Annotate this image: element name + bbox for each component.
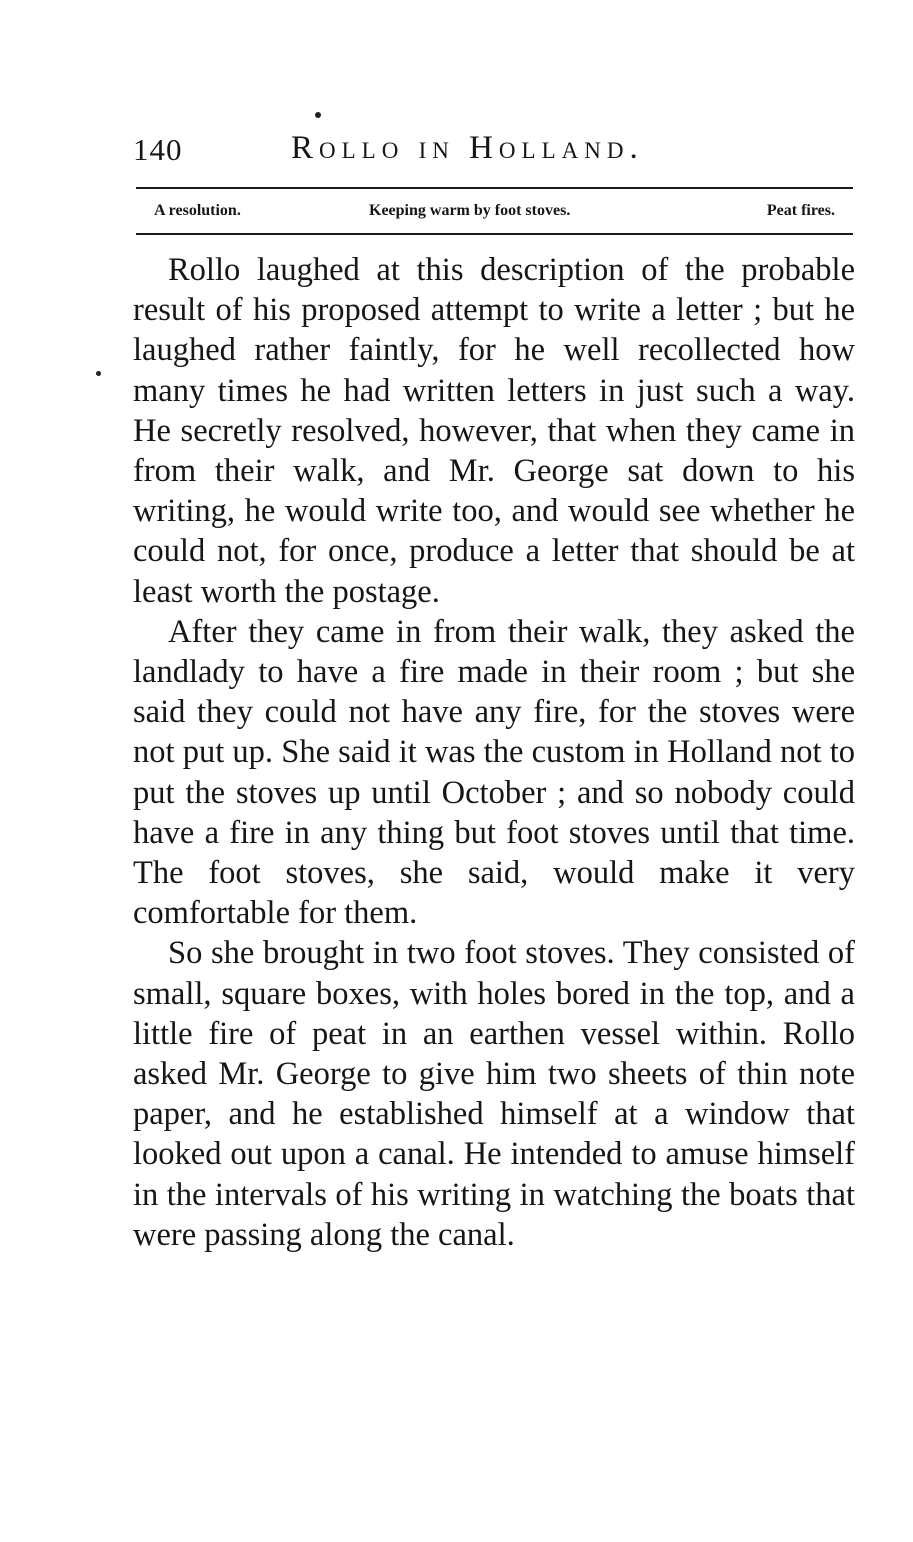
paragraph: So she brought in two foot stoves. They consisted of small, square boxes, with holes bored in the top, and a little fire of peat in an earthen vessel within. Rollo asked Mr. George to give him two sheets of thin note paper, and he established himself at a window that looked out upon a canal. He intended to amuse himself in the intervals of his writing in watching the boats that were passing along the canal. <box>133 935 855 1253</box>
page-header <box>133 128 855 178</box>
chapter-subheads <box>136 200 853 226</box>
ink-speck <box>96 371 101 376</box>
paragraph: Rollo laughed at this description of the probable result of his proposed attempt to write a letter ; but he laughed rather faintly, for he well recollected how many times he had written letters in just such a way. He secretly resolved, however, that when they came in from their walk, and Mr. George sat down to his writing, he would write too, and would see whether he could not, for once, produce a letter that should be at least worth the postage. <box>133 252 855 610</box>
body-text <box>133 250 855 1255</box>
page-number: 140 <box>133 132 183 167</box>
header-rule-bottom <box>136 233 853 235</box>
paragraph: After they came in from their walk, they asked the landlady to have a fire made in their room ; but she said they could not have any fire, for the stoves were not put up. She said it was the custom in Holland not to put the stoves up until October ; and so nobody could have a fire in any thing but foot stoves until that time. The foot stoves, she said, would make it very comfortable for them. <box>133 613 855 932</box>
header-rule-top <box>136 187 853 189</box>
subhead-right: Peat fires. <box>766 202 835 219</box>
subhead-left: A resolution. <box>154 202 241 219</box>
ink-speck <box>315 112 321 118</box>
running-title: Rollo in Holland. <box>291 130 644 166</box>
subhead-middle: Keeping warm by foot stoves. <box>369 202 571 219</box>
